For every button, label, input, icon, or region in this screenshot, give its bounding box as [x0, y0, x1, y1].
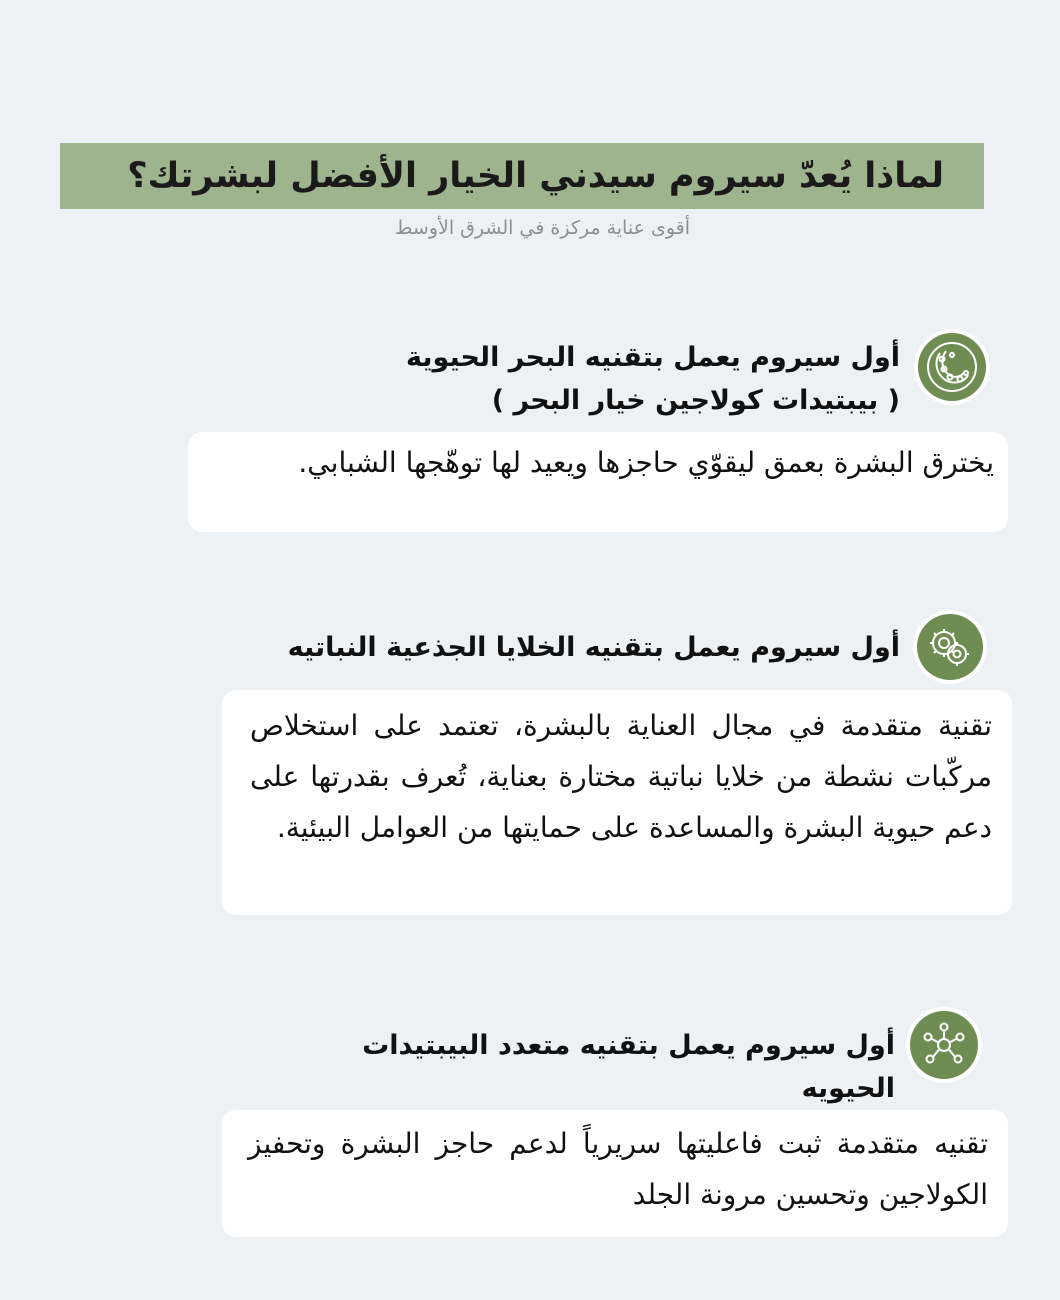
- feature-1-card: [188, 432, 1008, 532]
- peptide-network-icon: [910, 1011, 978, 1079]
- feature-1-description: يخترق البشرة بعمق ليقوّي حاجزها ويعيد لها توهّجها الشبابي.: [298, 446, 994, 479]
- feature-3-description: تقنيه متقدمة ثبت فاعليتها سريرياً لدعم حاجز البشرة وتحفيز الكولاجين وتحسين مرونة الجلد: [248, 1127, 988, 1211]
- feature-1-heading-line2: ( بيبتيدات كولاجين خيار البحر ): [491, 385, 900, 416]
- feature-2-description: تقنية متقدمة في مجال العناية بالبشرة، تعتمد على استخلاص مركّبات نشطة من خلايا نباتية مختارة بعناية، تُعرف بقدرتها على دعم حيوية البشرة والمساعدة على حمايتها من العوامل البيئية.: [250, 709, 992, 844]
- feature-3-heading-line2: الحيويه: [801, 1073, 895, 1104]
- feature-3-card: [222, 1110, 1008, 1237]
- feature-3-heading-line1: أول سيروم يعمل بتقنيه متعدد البيبتيدات: [362, 1030, 895, 1061]
- feature-2-heading-line1: أول سيروم يعمل بتقنيه الخلايا الجذعية النباتيه: [287, 632, 900, 663]
- collagen-icon: [918, 333, 986, 401]
- feature-3-heading: [275, 1024, 895, 1110]
- feature-1-heading: [340, 336, 900, 422]
- feature-2-heading: [200, 626, 900, 669]
- feature-1-heading-line1: أول سيروم يعمل بتقنيه البحر الحيوية: [406, 342, 900, 373]
- feature-2-card: [222, 690, 1012, 915]
- page-subtitle: أقوى عناية مركزة في الشرق الأوسط: [394, 217, 690, 239]
- plant-cells-icon: [917, 614, 983, 680]
- page-title: لماذا يُعدّ سيروم سيدني الخيار الأفضل لبشرتك؟: [127, 156, 944, 196]
- title-banner: [60, 143, 984, 209]
